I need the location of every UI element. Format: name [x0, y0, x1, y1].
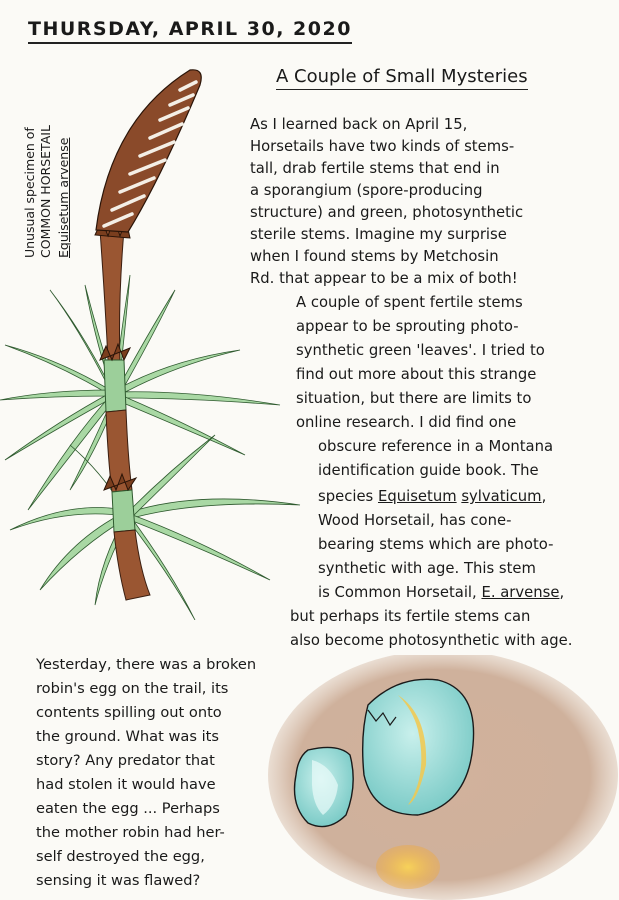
text-span: , — [559, 584, 565, 601]
robin-text-line: robin's egg on the trail, its — [36, 680, 229, 697]
journal-date: THURSDAY, APRIL 30, 2020 — [28, 18, 352, 44]
text-line: when I found stems by Metchosin — [250, 248, 499, 265]
text-line: synthetic with age. This stem — [318, 560, 536, 577]
text-line: but perhaps its fertile stems can — [290, 608, 531, 625]
robin-text-line: the ground. What was its — [36, 728, 219, 745]
text-line: Horsetails have two kinds of stems- — [250, 138, 515, 155]
text-line: structure) and green, photosynthetic — [250, 204, 524, 221]
robin-text-line: the mother robin had her- — [36, 824, 225, 841]
text-line: situation, but there are limits to — [296, 390, 532, 407]
specimen-label-line1: Unusual specimen of — [22, 127, 37, 258]
text-line: obscure reference in a Montana — [318, 438, 554, 455]
yolk-spill — [376, 845, 440, 889]
robin-text-line: sensing it was flawed? — [36, 872, 201, 889]
robin-text-line: contents spilling out onto — [36, 704, 222, 721]
species-name: sylvaticum — [461, 488, 542, 505]
robin-text-line: story? Any predator that — [36, 752, 215, 769]
text-line: A couple of spent fertile stems — [296, 294, 523, 311]
robin-text-line: self destroyed the egg, — [36, 848, 205, 865]
text-line: a sporangium (spore-producing — [250, 182, 483, 199]
text-line: synthetic green 'leaves'. I tried to — [296, 342, 545, 359]
text-line: Rd. that appear to be a mix of both! — [250, 270, 518, 287]
species-name: Equisetum — [377, 488, 457, 505]
text-line: identification guide book. The — [318, 462, 539, 479]
specimen-label-line3: Equisetum arvense — [56, 137, 71, 258]
text-line: online research. I did find one — [296, 414, 517, 431]
specimen-label-line2: COMMON HORSETAIL — [38, 125, 53, 258]
robin-egg-illustration — [268, 655, 618, 900]
species-name: E. arvense — [481, 584, 560, 601]
text-line — [318, 586, 564, 601]
text-line: appear to be sprouting photo- — [296, 318, 519, 335]
robin-text-line: Yesterday, there was a broken — [36, 656, 257, 673]
text-line — [318, 490, 546, 505]
text-line: As I learned back on April 15, — [250, 116, 468, 133]
text-line: find out more about this strange — [296, 366, 537, 383]
page-title: A Couple of Small Mysteries — [276, 66, 528, 90]
text-span: , — [541, 488, 547, 505]
text-line: tall, drab fertile stems that end in — [250, 160, 500, 177]
text-line: also become photosynthetic with age. — [290, 632, 573, 649]
text-span: species — [318, 488, 374, 505]
robin-text-line: eaten the egg ... Perhaps — [36, 800, 220, 817]
text-line: Wood Horsetail, has cone- — [318, 512, 512, 529]
text-line: sterile stems. Imagine my surprise — [250, 226, 507, 243]
text-line: bearing stems which are photo- — [318, 536, 554, 553]
text-span: is Common Horsetail, — [318, 584, 477, 601]
robin-text-line: had stolen it would have — [36, 776, 216, 793]
